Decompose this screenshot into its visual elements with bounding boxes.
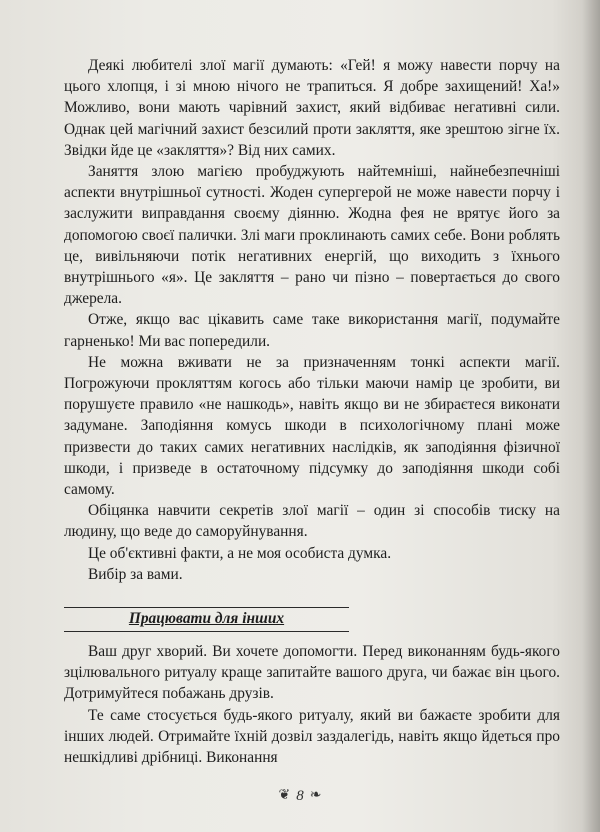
paragraph: Це об'єктивні факти, а не моя особиста думка. xyxy=(88,544,392,562)
paragraph: Деякі любителі злої магії думають: «Гей! я можу навести порчу на цього хлопця, і зі мною нічого не трапиться. Я добре захищений! Ха!» Можливо, вони мають чарівний захист, який відбиває негативні сили. Однак цей магічний захист безсилий проти закляття, яке зрештою зігне їх. Звідки йде це «закляття»? Від них самих. xyxy=(64,57,560,159)
ornament-left-icon: ❦ xyxy=(278,788,291,803)
heading-rule-top xyxy=(64,607,349,608)
section-heading xyxy=(64,603,560,633)
paragraph: Обіцянка навчити секретів злої магії – один зі способів тиску на людину, що веде до саморуйнування. xyxy=(64,502,560,541)
paragraph: Те саме стосується будь-якого ритуалу, який ви бажаєте зробити для інших людей. Отримайте їхній дозвіл заздалегідь, навіть якщо йдеться про нешкідливі дрібниці. Виконання xyxy=(64,706,560,767)
page-number: 8 xyxy=(296,787,304,804)
paragraph: Вибір за вами. xyxy=(88,565,183,583)
paragraph: Заняття злою магією пробуджують найтемніші, найнебезпечніші аспекти внутрішньої сутності. Жоден супергерой не може навести порчу і заслужити виправдання своєму діянню. Жодна фея не врятує його за допомогою своєї палички. Злі маги проклинають самих себе. Вони роблять це, вивільняючи потік негативних енергій, що виходить з їхнього внутрішнього «я». Це закляття – рано чи пізно – повертається до свого джерела. xyxy=(64,163,560,308)
paragraph: Ваш друг хворий. Ви хочете допомогти. Перед виконанням будь-якого зцілювального ритуалу краще запитайте вашого друга, чи бажає він цього. Дотримуйтеся побажань друзів. xyxy=(64,643,560,703)
ornament-right-icon: ❧ xyxy=(309,788,322,803)
heading-rule-bottom xyxy=(64,631,349,632)
section-title: Працювати для інших xyxy=(128,610,285,628)
page-footer xyxy=(0,784,600,808)
page-content xyxy=(64,55,560,768)
paragraph: Не можна вживати не за призначенням тонкі аспекти магії. Погрожуючи прокляттям когось або тільки маючи намір це зробити, ви порушуєте правило «не нашкодь», навіть якщо ви не збираєтеся виконати задумане. Заподіяння комусь шкоди в психологічному плані може призвести до таких самих негативних наслідків, як заподіяння фізичної шкоди, і призведе в остаточному підсумку до заподіяння шкоди собі самому. xyxy=(64,353,560,499)
paragraph: Отже, якщо вас цікавить саме таке використання магії, подумайте гарненько! Ми вас попередили. xyxy=(64,311,560,350)
